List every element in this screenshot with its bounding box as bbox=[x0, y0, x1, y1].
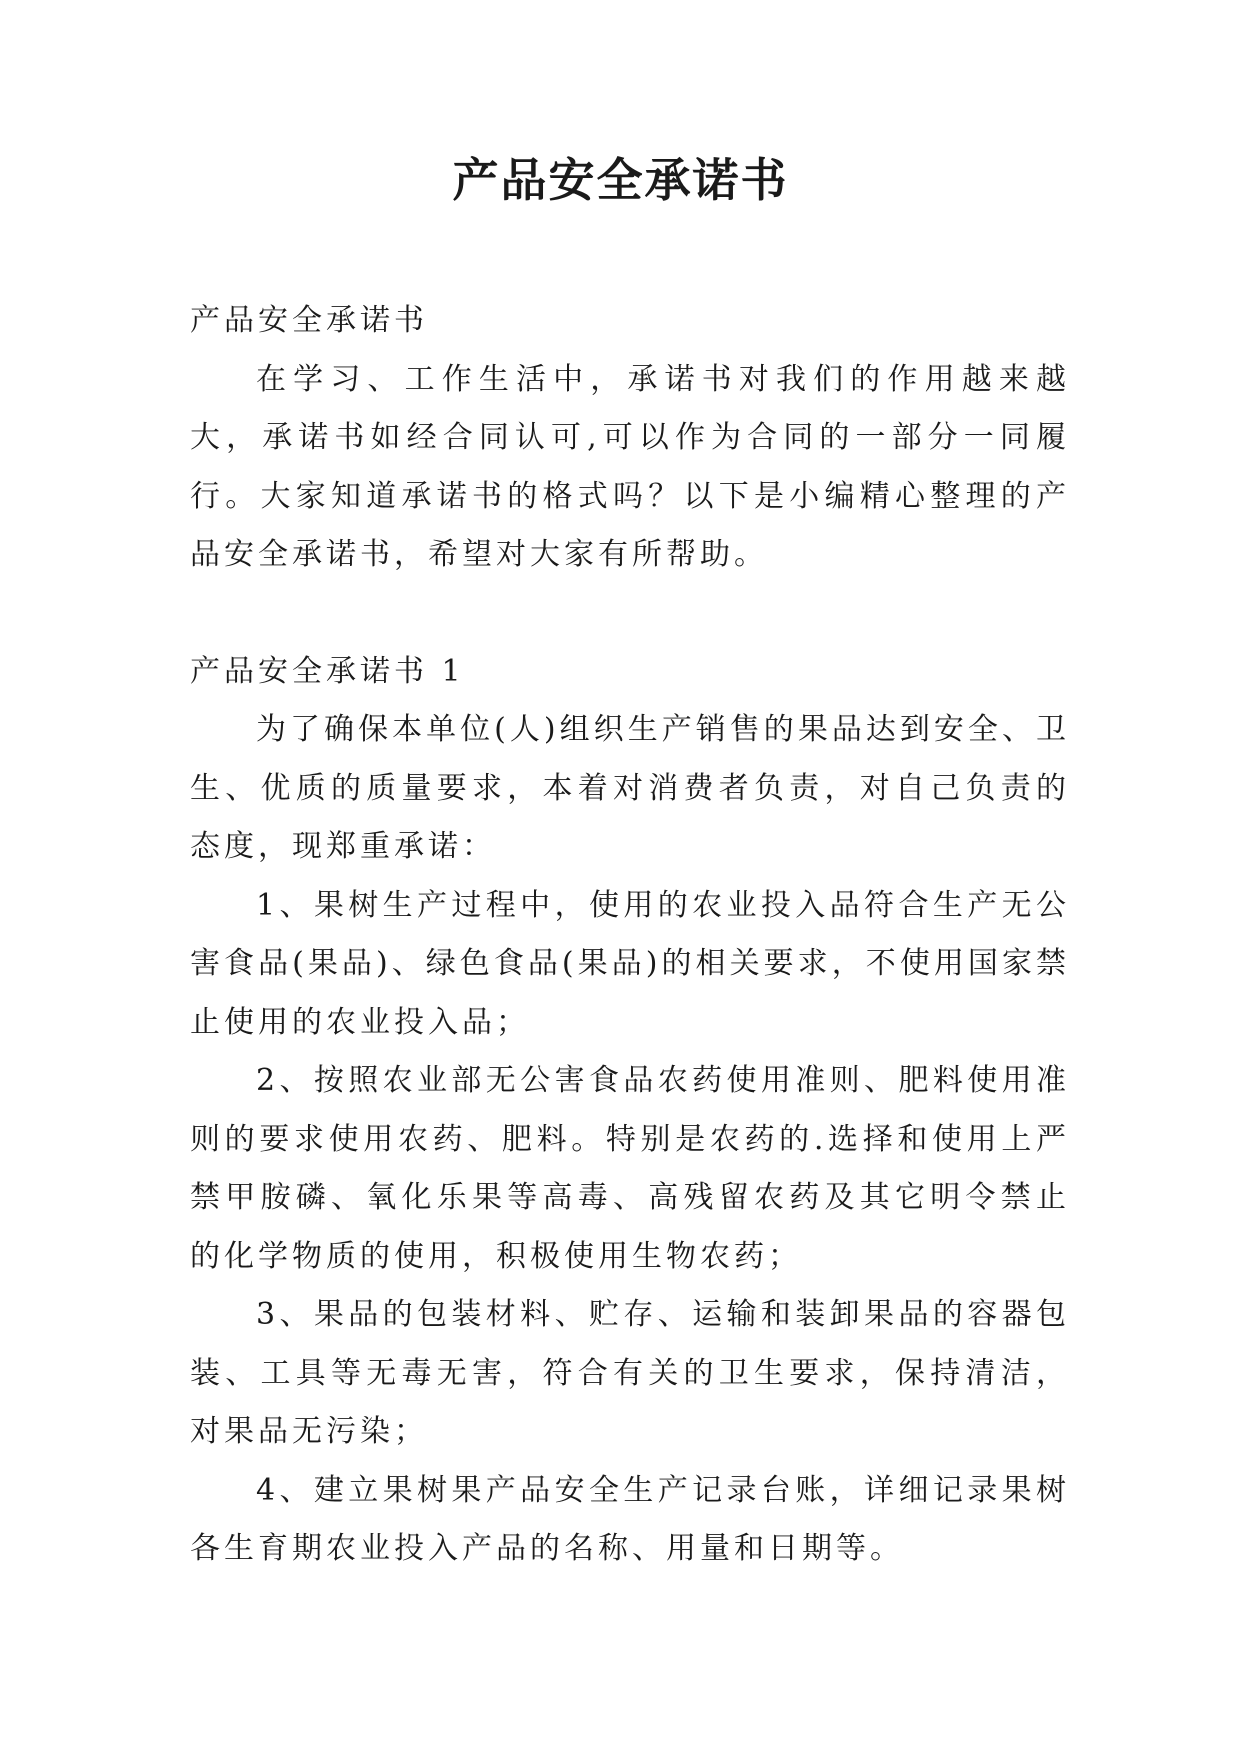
intro-paragraph: 在学习、工作生活中，承诺书对我们的作用越来越大，承诺书如经合同认可,可以作为合同的一部分一同履行。大家知道承诺书的格式吗？以下是小编精心整理的产品安全承诺书，希望对大家有所帮助。 bbox=[190, 361, 1070, 572]
document-title: 产品安全承诺书 bbox=[452, 153, 789, 207]
section1-item-1: 1、果树生产过程中，使用的农业投入品符合生产无公害食品(果品)、绿色食品(果品)的相关要求，不使用国家禁止使用的农业投入品； bbox=[190, 887, 1070, 1040]
document-body bbox=[190, 292, 1070, 1579]
section1-item-4: 4、建立果树果产品安全生产记录台账，详细记录果树各生育期农业投入产品的名称、用量和日期等。 bbox=[190, 1472, 1070, 1566]
section1-heading: 产品安全承诺书 1 bbox=[190, 653, 465, 689]
section1-item-3: 3、果品的包装材料、贮存、运输和装卸果品的容器包装、工具等无毒无害，符合有关的卫生要求，保持清洁，对果品无污染； bbox=[190, 1297, 1070, 1449]
section1-item-2: 2、按照农业部无公害食品农药使用准则、肥料使用准则的要求使用农药、肥料。特别是农药的.选择和使用上严禁甲胺磷、氧化乐果等高毒、高残留农药及其它明令禁止的化学物质的使用，积极使用生物农药； bbox=[190, 1063, 1070, 1274]
section1-paragraph-intro: 为了确保本单位(人)组织生产销售的果品达到安全、卫生、优质的质量要求，本着对消费者负责，对自己负责的态度，现郑重承诺： bbox=[190, 712, 1070, 864]
section-spacer bbox=[190, 585, 1070, 643]
intro-heading: 产品安全承诺书 bbox=[190, 303, 428, 338]
